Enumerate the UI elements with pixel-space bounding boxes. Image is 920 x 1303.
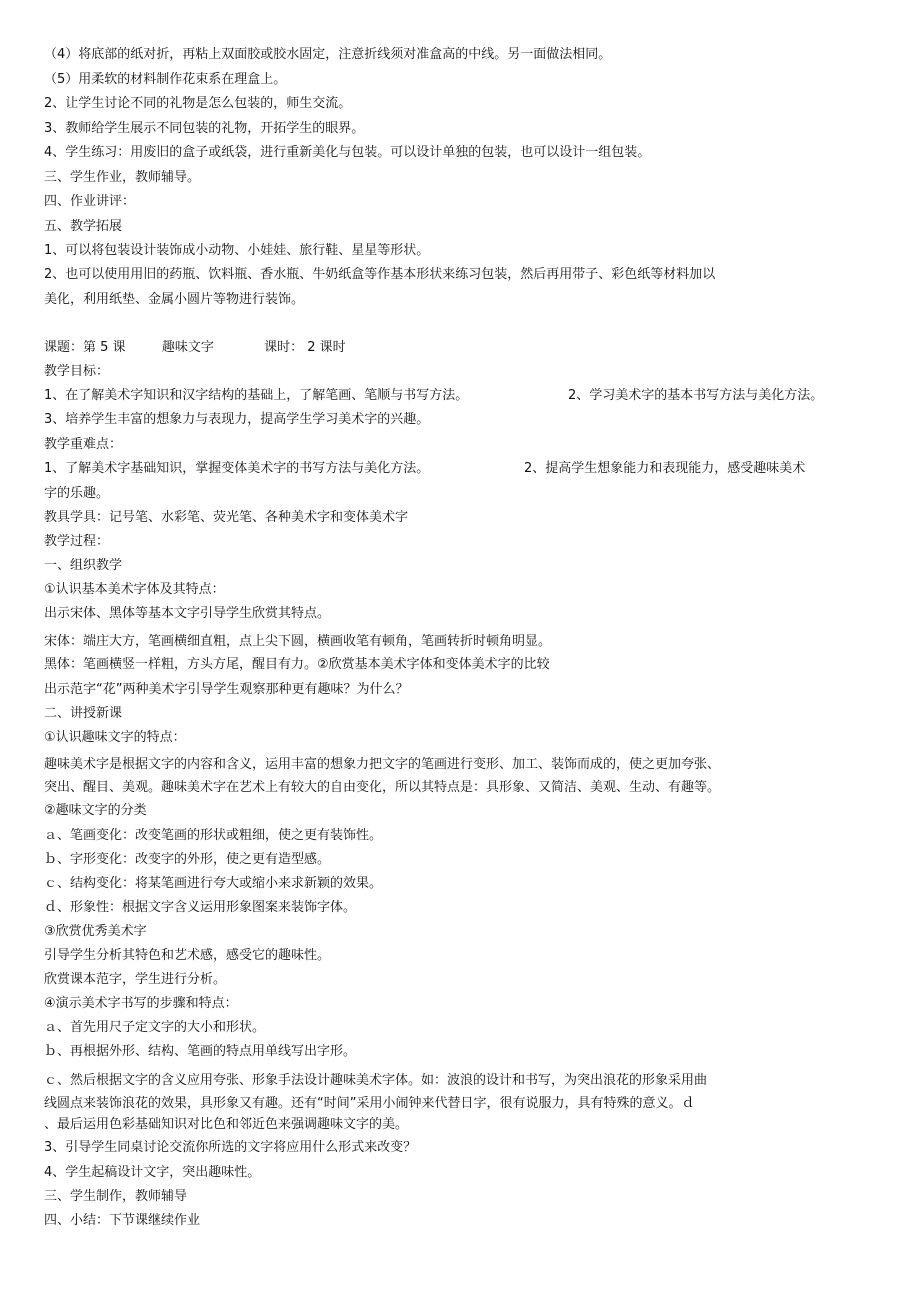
- text-line: 1、在了解美术字知识和汉字结构的基础上，了解笔画、笔顺与书写方法。: [44, 388, 469, 403]
- text-line: 线圆点来装饰浪花的效果，具形象又有趣。还有“时间”采用小闹钟来代替日字，很有说服力，具有特殊的意义。ｄ: [44, 1096, 695, 1111]
- text-line: ②趣味文字的分类: [44, 803, 147, 818]
- text-line: ｃ、结构变化：将某笔画进行夸大或缩小来求新颖的效果。: [44, 876, 383, 891]
- text-line: ａ、笔画变化：改变笔画的形状或粗细，使之更有装饰性。: [44, 828, 383, 843]
- lesson-title: 趣味文字: [161, 340, 214, 355]
- text-line: 引导学生分析其特色和艺术感，感受它的趣味性。: [44, 948, 331, 963]
- text-line: 出示宋体、黑体等基本文字引导学生欣赏其特点。: [44, 606, 331, 621]
- text-line: 欣赏课本范字，学生进行分析。: [44, 972, 227, 987]
- text-line: 趣味美术字是根据文字的内容和含义，运用丰富的想象力把文字的笔画进行变形、加工、装饰而成的，使之更加夸张、: [44, 757, 721, 772]
- text-line: 出示范字“花”两种美术字引导学生观察那种更有趣味？为什么？: [44, 682, 409, 697]
- text-line: ｂ、字形变化：改变字的外形，使之更有造型感。: [44, 852, 331, 867]
- section-heading: 三、学生制作，教师辅导: [44, 1189, 188, 1204]
- text-line: 2、提高学生想象能力和表现能力，感受趣味美术: [524, 461, 806, 476]
- text-line: 2、也可以使用用旧的药瓶、饮料瓶、香水瓶、牛奶纸盒等作基本形状来练习包装，然后再用带子、彩色纸等材料加以: [44, 267, 716, 282]
- text-line: 黑体：笔画横竖一样粗，方头方尾，醒目有力。②欣赏基本美术字体和变体美术字的比较: [44, 657, 550, 672]
- text-line: 突出、醒目、美观。趣味美术字在艺术上有较大的自由变化，所以其特点是：具形象、又简洁、美观、生动、有趣等。: [44, 780, 721, 795]
- text-line: ｂ、再根据外形、结构、笔画的特点用单线写出字形。: [44, 1044, 357, 1059]
- section-heading: 四、作业讲评：: [44, 194, 136, 209]
- section-heading: 教学重难点：: [44, 437, 123, 452]
- text-line: 2、学习美术字的基本书写方法与美化方法。: [568, 388, 824, 403]
- lesson-header: [44, 340, 346, 356]
- text-line: 3、教师给学生展示不同包装的礼物，开拓学生的眼界。: [44, 121, 365, 136]
- section-heading: 三、学生作业，教师辅导。: [44, 170, 201, 185]
- text-line: （4）将底部的纸对折，再粘上双面胶或胶水固定，注意折线须对准盒高的中线。另一面做法相同。: [44, 47, 612, 62]
- text-line: ④演示美术字书写的步骤和特点：: [44, 996, 238, 1011]
- text-line: 字的乐趣。: [44, 486, 110, 501]
- section-heading: 四、小结：下节课继续作业: [44, 1213, 201, 1228]
- section-heading: 一、组织教学: [44, 558, 123, 573]
- text-line: 2、让学生讨论不同的礼物是怎么包装的，师生交流。: [44, 96, 352, 111]
- text-line: 宋体：端庄大方，笔画横细直粗，点上尖下圆，横画收笔有顿角，笔画转折时顿角明显。: [44, 634, 552, 649]
- text-line: 1、可以将包装设计装饰成小动物、小娃娃、旅行鞋、星星等形状。: [44, 243, 430, 258]
- text-line: 4、学生练习：用废旧的盒子或纸袋，进行重新美化与包装。可以设计单独的包装，也可以设计一组包装。: [44, 145, 651, 160]
- text-line: 3、引导学生同桌讨论交流你所选的文字将应用什么形式来改变？: [44, 1140, 417, 1155]
- section-heading: 教学过程：: [44, 534, 110, 549]
- text-line: 、最后运用色彩基础知识对比色和邻近色来强调趣味文字的美。: [44, 1117, 409, 1132]
- text-line: （5）用柔软的材料制作花束系在理盒上。: [44, 72, 287, 87]
- text-line: ①认识基本美术字体及其特点：: [44, 582, 225, 597]
- section-heading: 教学目标：: [44, 364, 110, 379]
- text-line: 4、学生起稿设计文字，突出趣味性。: [44, 1165, 261, 1180]
- text-line: 3、培养学生丰富的想象力与表现力，提高学生学习美术字的兴趣。: [44, 412, 430, 427]
- lesson-hours: 课时： 2 课时: [264, 340, 346, 355]
- text-line: ａ、首先用尺子定文字的大小和形状。: [44, 1020, 266, 1035]
- text-line: ｄ、形象性：根据文字含义运用形象图案来装饰字体。: [44, 900, 357, 915]
- section-heading: 二、讲授新课: [44, 706, 123, 721]
- text-line: 教具学具：记号笔、水彩笔、荧光笔、各种美术字和变体美术字: [44, 510, 409, 525]
- section-heading: 五、教学拓展: [44, 219, 123, 234]
- text-line: 1、了解美术字基础知识，掌握变体美术字的书写方法与美化方法。: [44, 461, 430, 476]
- text-line: 美化，利用纸垫、金属小圆片等物进行装饰。: [44, 292, 305, 307]
- text-line: ③欣赏优秀美术字: [44, 924, 147, 939]
- text-line: ｃ、然后根据文字的含义应用夸张、形象手法设计趣味美术字体。如：波浪的设计和书写，为突出浪花的形象采用曲: [44, 1073, 708, 1088]
- text-line: ①认识趣味文字的特点：: [44, 730, 186, 745]
- lesson-subject: 课题：第 5 课: [44, 340, 126, 355]
